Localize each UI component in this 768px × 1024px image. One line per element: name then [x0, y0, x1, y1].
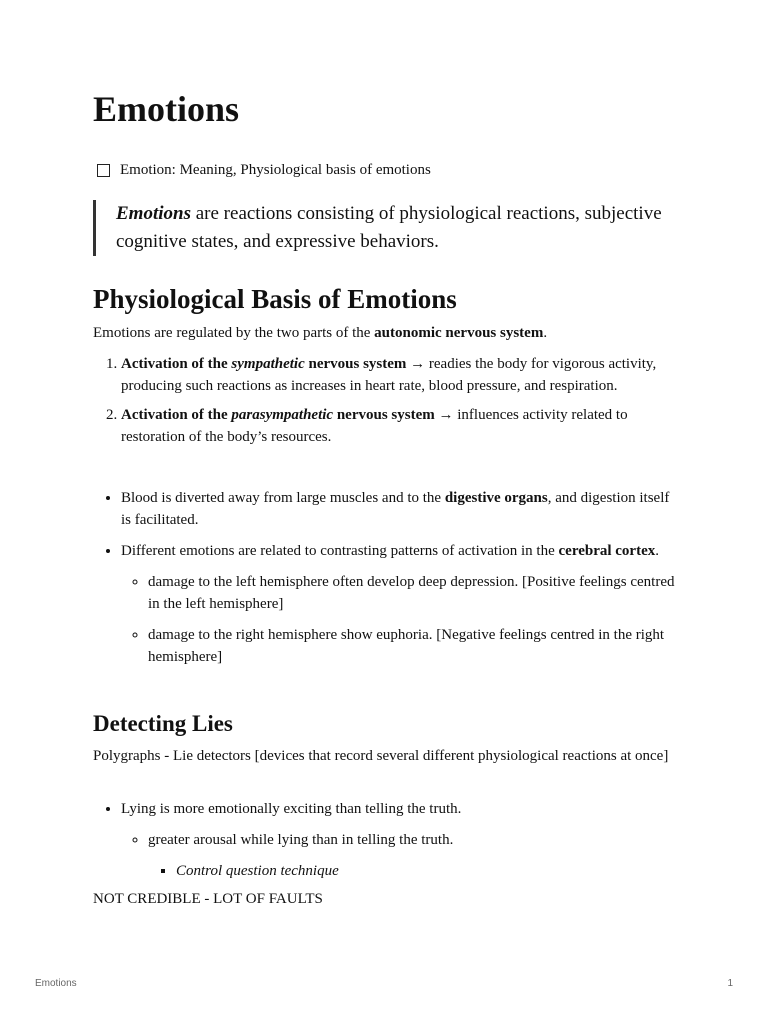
bullet-bold: digestive organs [444, 490, 548, 506]
page-number: 1 [727, 978, 733, 989]
todo-item[interactable] [97, 160, 431, 180]
step-bold: nervous system [304, 356, 407, 372]
list-item [121, 404, 678, 448]
arousal-sublist [121, 829, 678, 882]
step-italic: sympathetic [231, 356, 305, 372]
page-title: Emotions [93, 89, 240, 129]
footer-title: Emotions [35, 978, 77, 989]
bullet-text: , and digestion itself is facilitated. [121, 490, 670, 528]
step-text: → readies the body for vigorous activity, producing such reactions as increases in heart rate, blood pressure, and respiration. [121, 356, 657, 394]
technique-sublist [148, 860, 678, 882]
list-item [121, 798, 678, 882]
intro-bold: autonomic nervous system [374, 325, 544, 341]
section-intro [93, 322, 678, 344]
physiology-bullets [93, 487, 678, 677]
section-heading-physiological: Physiological Basis of Emotions [93, 284, 457, 314]
list-item [121, 353, 678, 397]
list-item [121, 487, 678, 531]
todo-label: Emotion: Meaning, Physiological basis of emotions [120, 162, 431, 178]
intro-text: Emotions are regulated by the two parts of the [93, 325, 375, 341]
checkbox-icon[interactable] [97, 164, 110, 177]
bullet-text: Different emotions are related to contrasting patterns of activation in the [121, 543, 559, 559]
bullet-text: Lying is more emotionally exciting than telling the truth. [121, 801, 462, 817]
list-item [176, 860, 678, 882]
list-item [121, 540, 678, 668]
activation-list [93, 353, 678, 455]
bullet-text: Blood is diverted away from large muscles and to the [121, 490, 445, 506]
bullet-text: . [655, 543, 659, 559]
list-item: ◦ damage to the right hemisphere show euphoria. [Negative feelings centred in the right hemisphere] [148, 624, 678, 668]
step-text: → influences activity related to restoration of the body’s resources. [121, 407, 628, 445]
quote-term: Emotions [116, 203, 191, 224]
technique-text: Control question technique [176, 863, 339, 879]
intro-end: . [543, 325, 548, 341]
step-bold: Activation of the [121, 407, 232, 423]
list-item: ◦ damage to the left hemisphere often develop deep depression. [Positive feelings centred in the left hemisphere] [148, 571, 678, 615]
lies-bullets [93, 798, 678, 891]
closing-note: NOT CREDIBLE - LOT OF FAULTS [93, 891, 323, 907]
sub-text: greater arousal while lying than in telling the truth. [148, 832, 454, 848]
polygraph-intro: Polygraphs - Lie detectors [devices that record several different physiological reactions at once] [93, 748, 669, 764]
step-bold: nervous system [333, 407, 435, 423]
bullet-bold: cerebral cortex [558, 543, 656, 559]
definition-quote [93, 200, 678, 256]
section-heading-lies: Detecting Lies [93, 711, 233, 736]
quote-text: are reactions consisting of physiological reactions, subjective cognitive states, and expressive behaviors. [116, 203, 662, 252]
step-italic: parasympathetic [231, 407, 334, 423]
step-bold: Activation of the [121, 356, 232, 372]
hemisphere-sublist [121, 571, 678, 668]
list-item [148, 829, 678, 882]
